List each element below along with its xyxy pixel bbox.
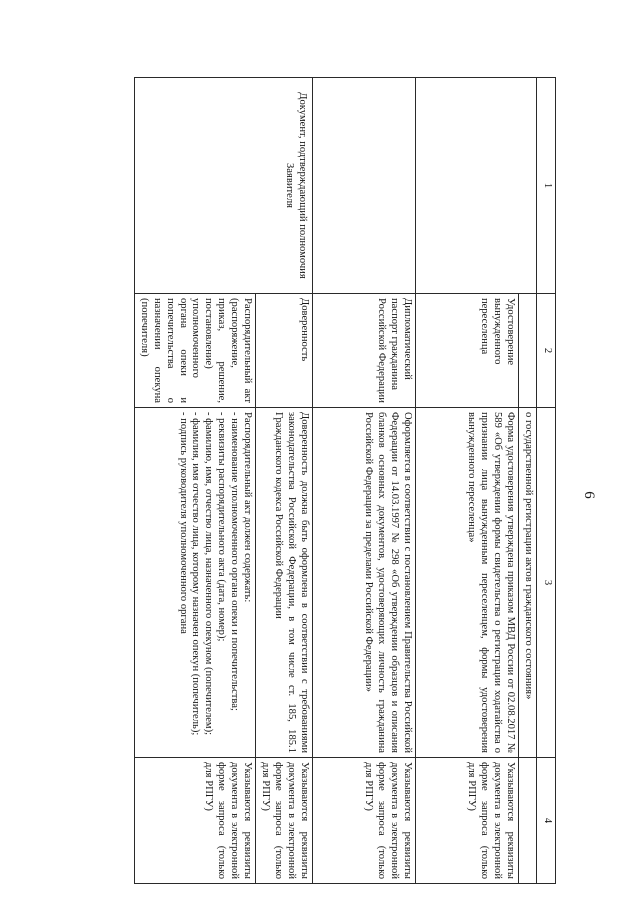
description-item: - подпись руководителя уполномоченного органа (177, 412, 189, 634)
document-requirement-power-of-attorney: Указываются реквизиты документа в электронной форме запроса (только для РПГУ) (256, 758, 313, 884)
description-item: - фамилия, имя отчество лица, которому назначен опекун (попечитель); (190, 412, 202, 736)
empty-cell-passport (313, 78, 416, 294)
description-item: - реквизиты распорядительного акта (дата, номер); (216, 412, 228, 642)
document-description-certificate: Форма удостоверения утверждена приказом МВД России от 02.08.2017 № 589 «Об утверждении формы свидетельства о регистрации ходатайства о признании лица вынужденным переселенцем, формы удостоверения вынужденного переселенца» (416, 408, 519, 758)
continuation-empty-cell-4 (519, 758, 537, 884)
continuation-empty-cell (519, 294, 537, 408)
document-requirement-administrative-act: Указываются реквизиты документа в электронной форме запроса (только для РПГУ) (134, 758, 255, 884)
description-item: - фамилию, имя, отчество лица, назначенного опекуном (попечителем); (203, 412, 215, 736)
column-header-3: 3 (537, 408, 556, 758)
column-header-4: 4 (537, 758, 556, 884)
document-requirement-certificate: Указываются реквизиты документа в электронной форме запроса (только для РПГУ) (416, 758, 519, 884)
document-name-passport: Дипломатический паспорт гражданина Российской Федерации (313, 294, 416, 408)
group-label: Документ, подтверждающий полномочия Заявителя (134, 78, 312, 294)
continuation-text: о государственной регистрации актов гражданского состояния» (519, 408, 537, 758)
description-intro: Распорядительный акт должен содержать: (242, 412, 254, 603)
document-name-administrative-act: Распорядительный акт (распоряжение, приказ, решение, постановление) уполномоченного органа опеки и попечительства о назначении опекуна (попечителя) (134, 294, 255, 408)
documents-table (134, 77, 556, 884)
document-description-passport: Оформляется в соответствии с постановлением Правительства Российской Федерации от 14.03.1997 № 298 «Об утверждении образцов и описания бланков основных документов, удостоверяющих личность гражданина Российской Федерации за пределами Российской Федерации» (313, 408, 416, 758)
table-row (256, 78, 313, 884)
document-requirement-passport: Указываются реквизиты документа в электронной форме запроса (только для РПГУ) (313, 758, 416, 884)
document-name-power-of-attorney: Доверенность (256, 294, 313, 408)
description-item: - наименование уполномоченного органа опеки и попечительства; (229, 412, 241, 711)
table-row (313, 78, 416, 884)
column-header-1: 1 (537, 78, 556, 294)
document-name-certificate: Удостоверение вынужденного переселенца (416, 294, 519, 408)
page-number: 6 (581, 491, 597, 499)
rotated-page (68, 77, 556, 883)
document-description-power-of-attorney: Доверенность должна быть оформлена в соответствии с требованиями законодательства Российской Федерации, в том числе ст. 185, 185.1 Гражданского кодекса Российской Федерации (256, 408, 313, 758)
empty-cell (416, 78, 537, 294)
column-header-2: 2 (537, 294, 556, 408)
document-description-administrative-act (134, 408, 255, 758)
table-row-continuation (519, 78, 537, 884)
table-header-row (537, 78, 556, 884)
